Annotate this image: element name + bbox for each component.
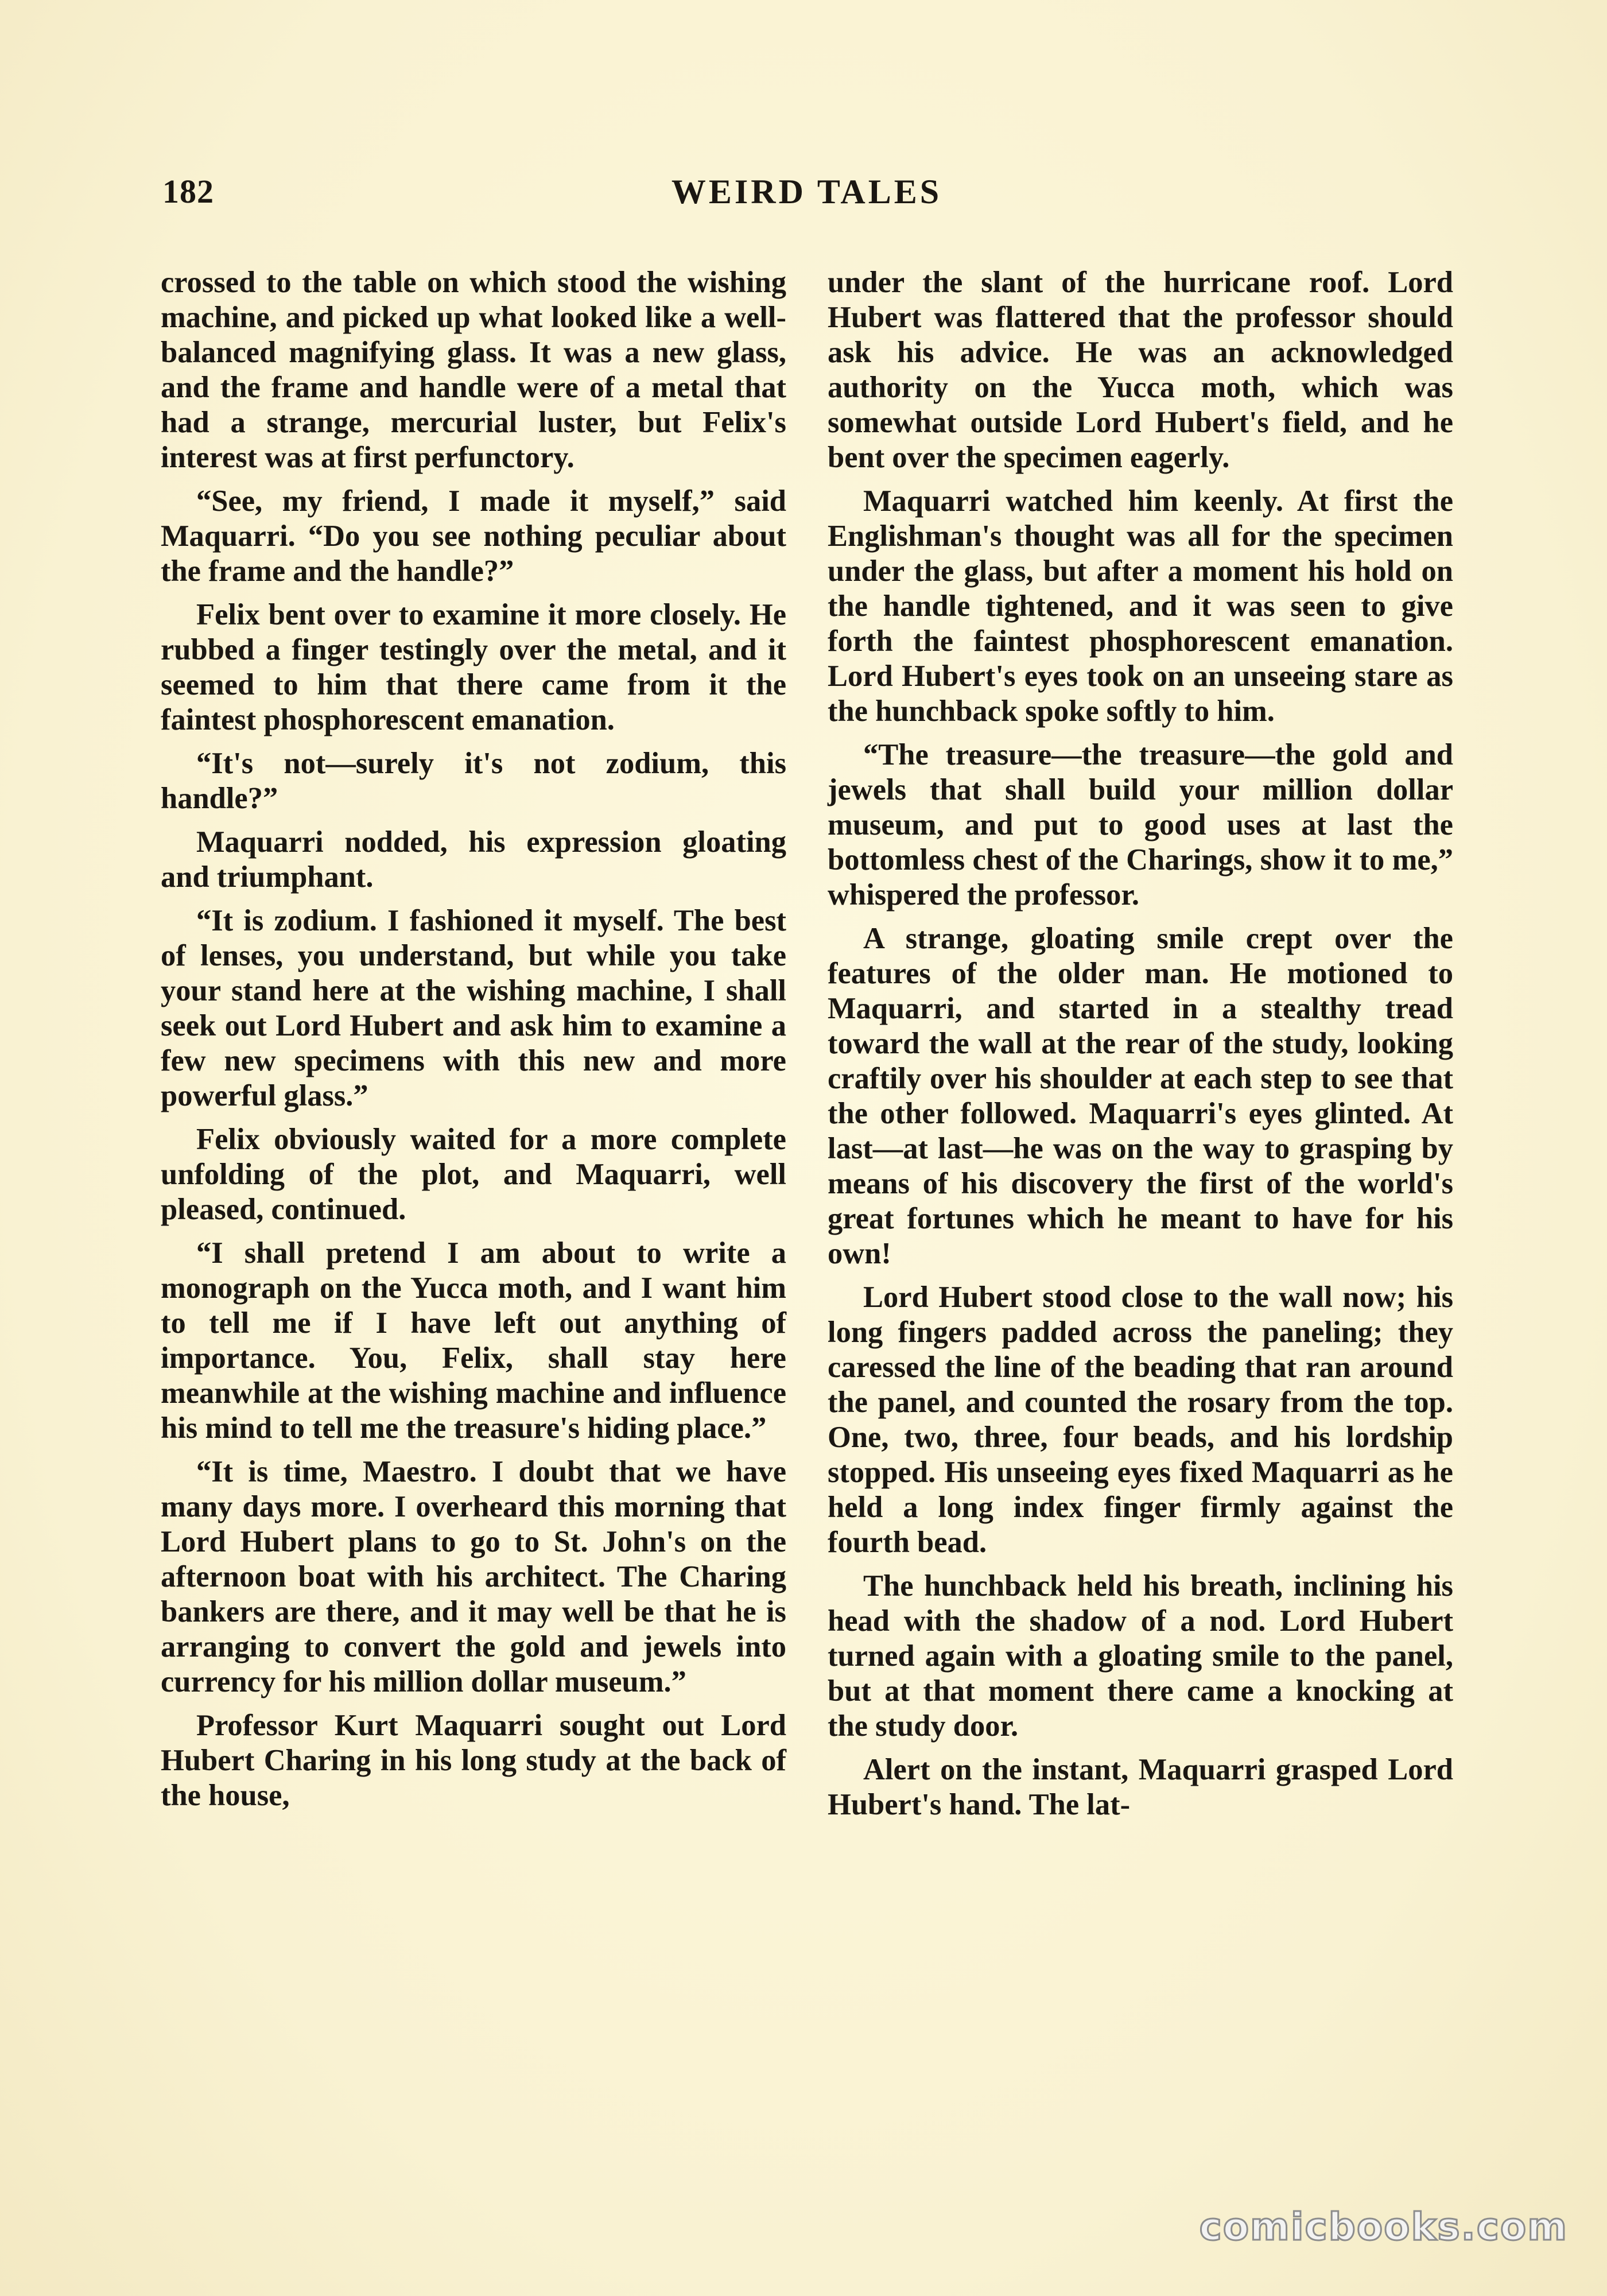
paragraph: Maquarri nodded, his expression gloating and triumphant. xyxy=(161,825,786,894)
paragraph: under the slant of the hurricane roof. Lord Hubert was flattered that the professor should ask his advice. He was an acknowledged authority on the Yucca moth, which was somewhat outside Lord Hubert's field, and he bent over the specimen eagerly. xyxy=(828,266,1453,474)
paragraph: “It is time, Maestro. I doubt that we have many days more. I overheard this morning that Lord Hubert plans to go to St. John's on the afternoon boat with his architect. The Charing bankers are there, and it may well be that he is arranging to convert the gold and jewels into currency for his million dollar museum.” xyxy=(161,1455,786,1698)
paragraph: “The treasure—the treasure—the gold and jewels that shall build your million dollar museum, and put to good uses at last the bottomless chest of the Charings, show it to me,” whispered the professor. xyxy=(828,738,1453,912)
paragraph: Felix obviously waited for a more complete unfolding of the plot, and Maquarri, well pleased, continued. xyxy=(161,1123,786,1226)
paragraph: “It's not—surely it's not zodium, this handle?” xyxy=(161,747,786,815)
page-number: 182 xyxy=(162,173,214,210)
paragraph: crossed to the table on which stood the wishing machine, and picked up what looked like a well-balanced magnifying glass. It was a new glass, and the frame and handle were of a metal that had a strange, mercurial luster, but Felix's interest was at first perfunctory. xyxy=(161,266,786,474)
paragraph: A strange, gloating smile crept over the features of the older man. He motioned to Maquarri, and started in a stealthy tread toward the wall at the rear of the study, looking craftily over his shoulder at each step to see that the other followed. Maquarri's eyes glinted. At last—at last—he was on the way to grasping by means of his discovery the first of the world's great fortunes which he meant to have for his own! xyxy=(828,922,1453,1270)
paragraph: “It is zodium. I fashioned it myself. The best of lenses, you understand, but while you take your stand here at the wishing machine, I shall seek out Lord Hubert and ask him to examine a few new specimens with this new and more powerful glass.” xyxy=(161,904,786,1112)
page-header xyxy=(162,172,1451,230)
right-column xyxy=(828,265,1453,1831)
paragraph: “I shall pretend I am about to write a monograph on the Yucca moth, and I want him to tell me if I have left out anything of importance. You, Felix, shall stay here meanwhile at the wishing machine and influence his mind to tell me the treasure's hiding place.” xyxy=(161,1236,786,1445)
left-column xyxy=(161,265,786,1822)
running-title: WEIRD TALES xyxy=(671,173,942,211)
watermark: comicbooks.com xyxy=(1199,2205,1568,2249)
paragraph: Maquarri watched him keenly. At first the Englishman's thought was all for the specimen under the glass, but after a moment his hold on the handle tightened, and it was seen to give forth the faintest phosphorescent emanation. Lord Hubert's eyes took on an unseeing stare as the hunchback spoke softly to him. xyxy=(828,484,1453,728)
paragraph: Alert on the instant, Maquarri grasped Lord Hubert's hand. The lat- xyxy=(828,1753,1453,1821)
paragraph: Lord Hubert stood close to the wall now; his long fingers padded across the paneling; they caressed the line of the beading that ran around the panel, and counted the rosary from the top. One, two, three, four beads, and his lordship stopped. His unseeing eyes fixed Maquarri as he held a long index finger firmly against the fourth bead. xyxy=(828,1281,1453,1559)
paragraph: Felix bent over to examine it more closely. He rubbed a finger testingly over the metal, and it seemed to him that there came from it the faintest phosphorescent emanation. xyxy=(161,598,786,736)
paragraph: The hunchback held his breath, inclining his head with the shadow of a nod. Lord Hubert turned again with a gloating smile to the panel, but at that moment there came a knocking at the study door. xyxy=(828,1569,1453,1743)
paragraph: “See, my friend, I made it myself,” said Maquarri. “Do you see nothing peculiar about the frame and the handle?” xyxy=(161,484,786,588)
paragraph: Professor Kurt Maquarri sought out Lord Hubert Charing in his long study at the back of the house, xyxy=(161,1709,786,1812)
